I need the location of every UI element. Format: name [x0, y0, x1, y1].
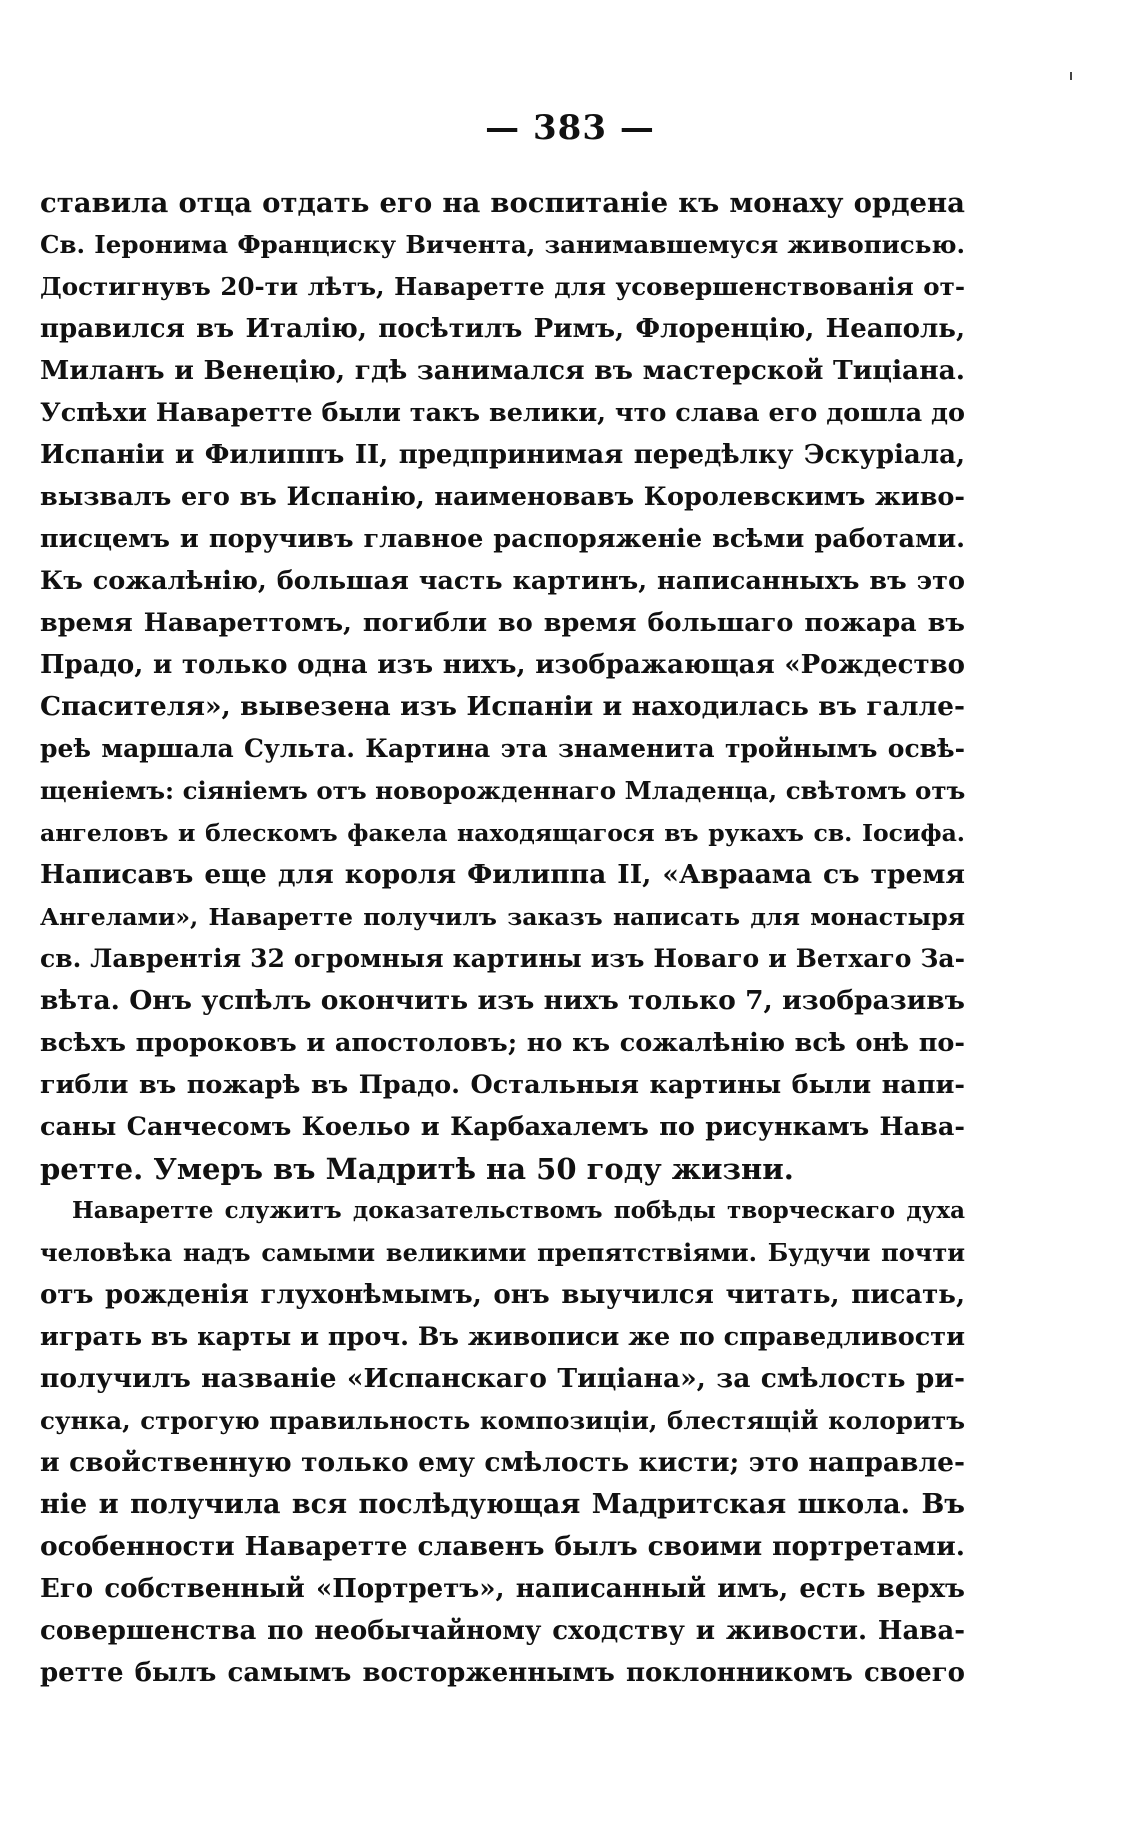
text-line: получилъ названіе «Испанскаго Тиціана», за смѣлость ри- — [40, 1363, 965, 1394]
text-line: св. Лаврентія 32 огромныя картины изъ Новаго и Ветхаго За- — [40, 944, 965, 973]
text-line: Спасителя», вывезена изъ Испаніи и находилась въ галле- — [40, 691, 965, 722]
text-line: всѣхъ пророковъ и апостоловъ; но къ сожалѣнію всѣ онѣ по- — [40, 1028, 965, 1058]
text-line: Св. Іеронима Франциску Вичента, занимавшемуся живописью. — [40, 230, 965, 259]
text-line: играть въ карты и проч. Въ живописи же по справедливости — [40, 1322, 965, 1352]
text-line: Ангелами», Наваретте получилъ заказъ написать для монастыря — [40, 903, 965, 931]
text-line: вѣта. Онъ успѣлъ окончить изъ нихъ только 7, изобразивъ — [40, 985, 965, 1016]
body-text — [40, 182, 965, 1694]
text-line: Написавъ еще для короля Филиппа II, «Авраама съ тремя — [40, 859, 965, 890]
text-line: ретте былъ самымъ восторженнымъ поклонникомъ своего — [40, 1658, 965, 1688]
text-line: Наваретте служитъ доказательствомъ побѣды творческаго духа — [72, 1197, 965, 1224]
text-line: Достигнувъ 20-ти лѣтъ, Наваретте для усовершенствованія от- — [40, 272, 965, 301]
text-line: и свойственную только ему смѣлость кисти; это направле- — [40, 1447, 965, 1478]
print-speck — [1070, 72, 1072, 80]
text-line: Испаніи и Филиппъ II, предпринимая передѣлку Эскуріала, — [40, 440, 965, 470]
text-line: гибли въ пожарѣ въ Прадо. Остальныя картины были напи- — [40, 1070, 965, 1100]
text-line: Успѣхи Наваретте были такъ велики, что слава его дошла до — [40, 398, 965, 428]
text-line: ставила отца отдать его на воспитаніе къ монаху ордена — [40, 187, 965, 219]
text-line: Къ сожалѣнію, большая часть картинъ, написанныхъ въ это — [40, 566, 965, 596]
page-number: — 383 — — [485, 108, 655, 148]
text-line: Его собственный «Портретъ», написанный имъ, есть верхъ — [40, 1574, 965, 1604]
text-line: время Навареттомъ, погибли во время большаго пожара въ — [40, 608, 965, 638]
text-line: щеніемъ: сіяніемъ отъ новорожденнаго Младенца, свѣтомъ отъ — [40, 776, 965, 805]
text-line: правился въ Италію, посѣтилъ Римъ, Флоренцію, Неаполь, — [40, 314, 965, 344]
text-line: саны Санчесомъ Коельо и Карбахалемъ по рисункамъ Нава- — [40, 1112, 965, 1142]
text-line: совершенства по необычайному сходству и живости. Нава- — [40, 1616, 965, 1646]
text-line: сунка, строгую правильность композиціи, блестящій колоритъ — [40, 1406, 965, 1435]
paragraph-2 — [40, 1190, 965, 1694]
paragraph-1 — [40, 182, 965, 1190]
text-line: ангеловъ и блескомъ факела находящагося въ рукахъ св. Іосифа. — [40, 819, 965, 847]
text-line: особенности Наваретте славенъ былъ своими портретами. — [40, 1531, 965, 1562]
text-line: вызвалъ его въ Испанію, наименовавъ Королевскимъ живо- — [40, 482, 965, 512]
text-line: Прадо, и только одна изъ нихъ, изображающая «Рождество — [40, 650, 965, 680]
text-line: писцемъ и поручивъ главное распоряженіе всѣми работами. — [40, 524, 965, 554]
text-line: ніе и получила вся послѣдующая Мадритская школа. Въ — [40, 1489, 965, 1520]
text-line: реѣ маршала Сульта. Картина эта знаменита тройнымъ освѣ- — [40, 734, 965, 763]
text-line: отъ рожденія глухонѣмымъ, онъ выучился читать, писать, — [40, 1280, 965, 1310]
text-line: Миланъ и Венецію, гдѣ занимался въ мастерской Тиціана. — [40, 355, 965, 386]
text-line: человѣка надъ самыми великими препятствіями. Будучи почти — [40, 1238, 965, 1267]
text-line: ретте. Умеръ въ Мадритѣ на 50 году жизни. — [40, 1152, 794, 1186]
